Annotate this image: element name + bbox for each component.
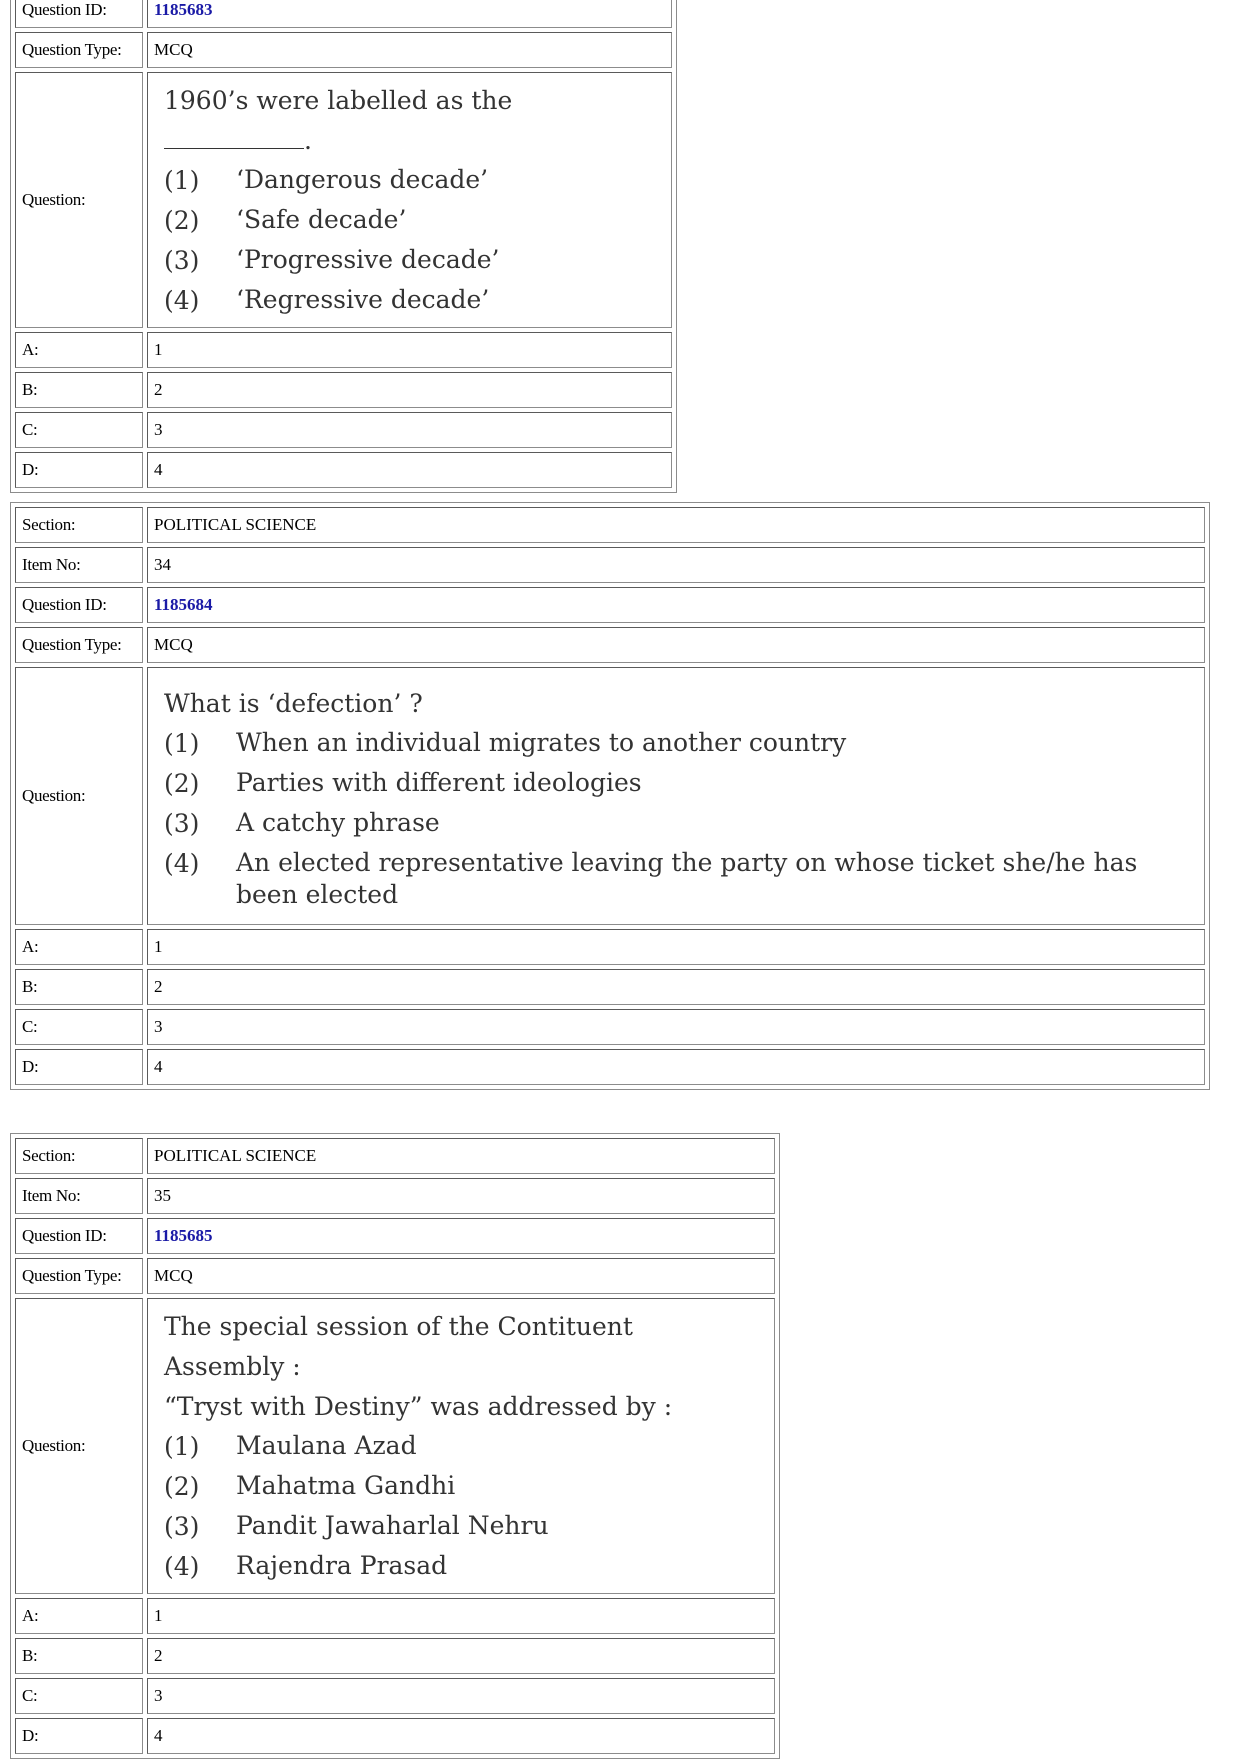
item-no-label: Item No: bbox=[15, 1178, 143, 1214]
option-4: (4) An elected representative leaving the party on whose ticket she/he has been elected bbox=[164, 847, 1138, 909]
question-type-value: MCQ bbox=[147, 1258, 775, 1294]
question-label: Question: bbox=[15, 1298, 143, 1594]
option-2: (2) ‘Safe decade’ bbox=[164, 205, 407, 235]
option-3: (3) ‘Progressive decade’ bbox=[164, 245, 500, 275]
section-value: POLITICAL SCIENCE bbox=[147, 507, 1205, 543]
answer-b-row bbox=[15, 372, 672, 408]
answer-a-label: A: bbox=[15, 929, 143, 965]
question-type-label: Question Type: bbox=[15, 627, 143, 663]
question-row bbox=[15, 1298, 775, 1594]
answer-c-label: C: bbox=[15, 412, 143, 448]
answer-d-label: D: bbox=[15, 1718, 143, 1754]
question-id-value: 1185684 bbox=[147, 587, 1205, 623]
answer-b-row bbox=[15, 969, 1205, 1005]
answer-b-label: B: bbox=[15, 969, 143, 1005]
item-no-row bbox=[15, 1178, 775, 1214]
section-row bbox=[15, 1138, 775, 1174]
question-type-value: MCQ bbox=[147, 32, 672, 68]
question-row bbox=[15, 667, 1205, 925]
answer-d-row bbox=[15, 1718, 775, 1754]
answer-b-label: B: bbox=[15, 372, 143, 408]
answer-c-value: 3 bbox=[147, 412, 672, 448]
section-label: Section: bbox=[15, 1138, 143, 1174]
answer-c-row bbox=[15, 1678, 775, 1714]
item-no-value: 35 bbox=[147, 1178, 775, 1214]
answer-d-value: 4 bbox=[147, 1718, 775, 1754]
question-type-label: Question Type: bbox=[15, 1258, 143, 1294]
answer-d-value: 4 bbox=[147, 452, 672, 488]
answer-a-row bbox=[15, 1598, 775, 1634]
answer-d-value: 4 bbox=[147, 1049, 1205, 1085]
question-table-1185685 bbox=[10, 1133, 780, 1759]
answer-c-label: C: bbox=[15, 1678, 143, 1714]
question-stem-line-1: The special session of the Contituent Assembly : bbox=[164, 1312, 633, 1381]
question-table-1185684 bbox=[10, 502, 1210, 1090]
answer-d-row bbox=[15, 452, 672, 488]
question-id-row bbox=[15, 587, 1205, 623]
question-type-value: MCQ bbox=[147, 627, 1205, 663]
option-3: (3) A catchy phrase bbox=[164, 807, 440, 838]
option-1: (1) ‘Dangerous decade’ bbox=[164, 165, 489, 195]
answer-b-label: B: bbox=[15, 1638, 143, 1674]
question-stem-line-2: “Tryst with Destiny” was addressed by : bbox=[164, 1392, 673, 1421]
item-no-label: Item No: bbox=[15, 547, 143, 583]
option-1: (1) When an individual migrates to another country bbox=[164, 727, 847, 758]
answer-a-label: A: bbox=[15, 332, 143, 368]
answer-b-value: 2 bbox=[147, 372, 672, 408]
question-body bbox=[147, 667, 1205, 925]
answer-b-value: 2 bbox=[147, 969, 1205, 1005]
answer-c-row bbox=[15, 412, 672, 448]
question-label: Question: bbox=[15, 72, 143, 328]
question-body bbox=[147, 1298, 775, 1594]
section-label: Section: bbox=[15, 507, 143, 543]
answer-c-value: 3 bbox=[147, 1678, 775, 1714]
answer-c-value: 3 bbox=[147, 1009, 1205, 1045]
option-4: (4) ‘Regressive decade’ bbox=[164, 285, 490, 315]
section-row bbox=[15, 507, 1205, 543]
answer-c-row bbox=[15, 1009, 1205, 1045]
item-no-value: 34 bbox=[147, 547, 1205, 583]
question-id-value: 1185685 bbox=[147, 1218, 775, 1254]
option-2: (2) Mahatma Gandhi bbox=[164, 1471, 456, 1501]
answer-a-value: 1 bbox=[147, 332, 672, 368]
question-id-value: 1185683 bbox=[147, 0, 672, 28]
question-row bbox=[15, 72, 672, 328]
answer-blank bbox=[164, 126, 304, 149]
question-type-label: Question Type: bbox=[15, 32, 143, 68]
answer-d-label: D: bbox=[15, 1049, 143, 1085]
question-id-label: Question ID: bbox=[15, 0, 143, 28]
answer-c-label: C: bbox=[15, 1009, 143, 1045]
answer-d-row bbox=[15, 1049, 1205, 1085]
question-id-label: Question ID: bbox=[15, 587, 143, 623]
question-type-row bbox=[15, 1258, 775, 1294]
question-label: Question: bbox=[15, 667, 143, 925]
question-stem: 1960’s were labelled as the . bbox=[164, 86, 513, 155]
option-2: (2) Parties with different ideologies bbox=[164, 767, 642, 798]
answer-a-row bbox=[15, 332, 672, 368]
answer-a-row bbox=[15, 929, 1205, 965]
answer-a-value: 1 bbox=[147, 1598, 775, 1634]
question-id-label: Question ID: bbox=[15, 1218, 143, 1254]
option-1: (1) Maulana Azad bbox=[164, 1431, 417, 1461]
question-id-row bbox=[15, 0, 672, 28]
option-3: (3) Pandit Jawaharlal Nehru bbox=[164, 1511, 549, 1541]
question-body bbox=[147, 72, 672, 328]
answer-a-label: A: bbox=[15, 1598, 143, 1634]
question-stem: What is ‘defection’ ? bbox=[164, 688, 423, 718]
question-type-row bbox=[15, 627, 1205, 663]
answer-b-value: 2 bbox=[147, 1638, 775, 1674]
question-id-row bbox=[15, 1218, 775, 1254]
answer-a-value: 1 bbox=[147, 929, 1205, 965]
question-table-1185683 bbox=[10, 0, 677, 493]
answer-b-row bbox=[15, 1638, 775, 1674]
section-value: POLITICAL SCIENCE bbox=[147, 1138, 775, 1174]
item-no-row bbox=[15, 547, 1205, 583]
option-4: (4) Rajendra Prasad bbox=[164, 1551, 448, 1581]
answer-d-label: D: bbox=[15, 452, 143, 488]
question-type-row bbox=[15, 32, 672, 68]
